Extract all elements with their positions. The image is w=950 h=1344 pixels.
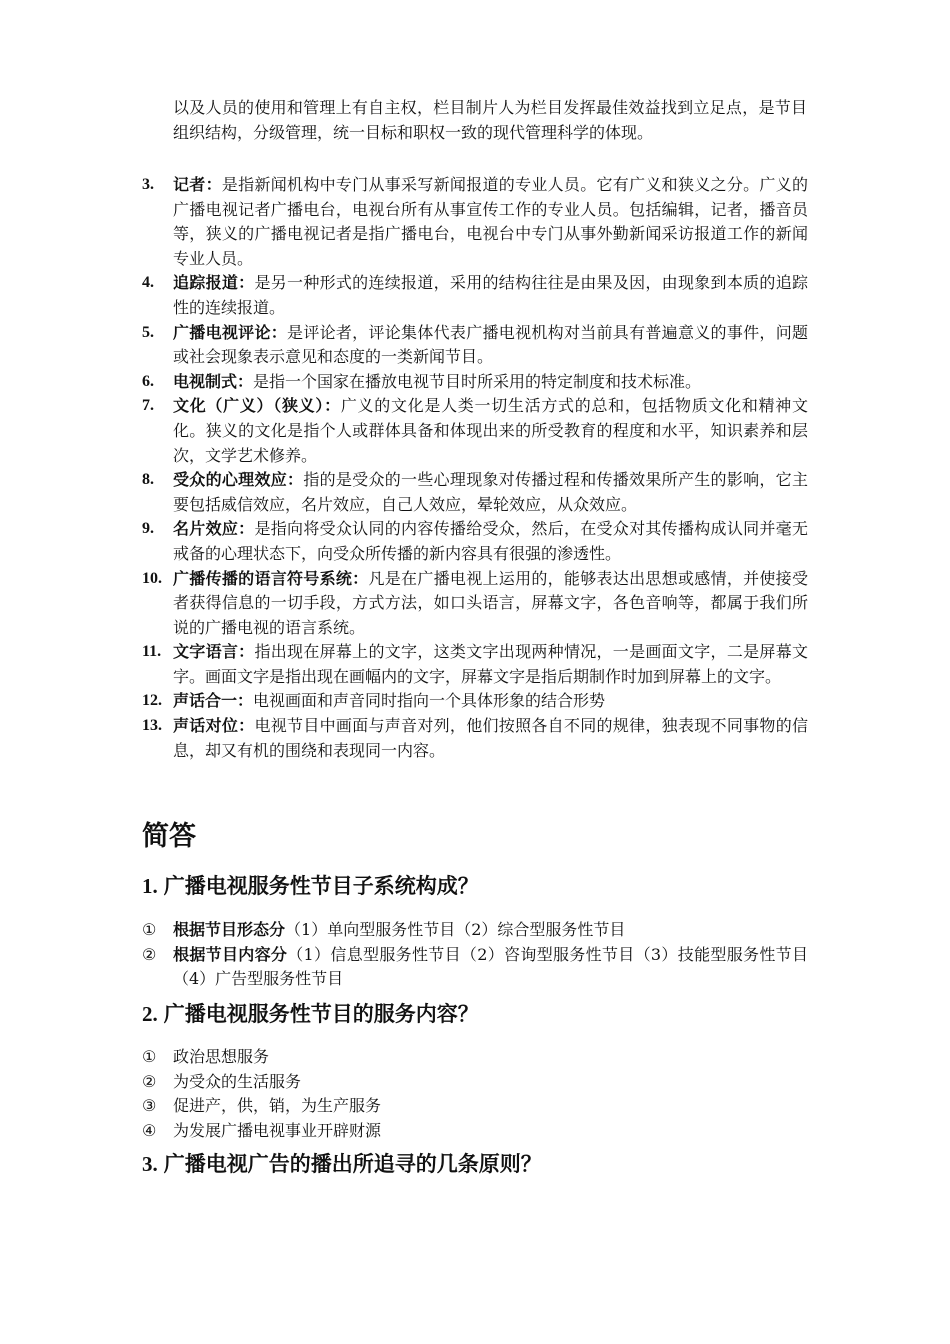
- definition-text: 是指一个国家在播放电视节目时所采用的特定制度和技术标准。: [253, 371, 702, 391]
- item-number: 9.: [142, 520, 154, 538]
- answer-item: [142, 1070, 808, 1095]
- definition-item: [142, 689, 808, 714]
- answer-text: （1）信息型服务性节目（2）咨询型服务性节目（3）技能型服务性节目（4）广告型服务性节目: [173, 944, 808, 989]
- definition-term: 文字语言：: [173, 642, 255, 662]
- answer-text: 政治思想服务: [173, 1047, 270, 1066]
- definition-text: 广义的文化是人类一切生活方式的总和，包括物质文化和精神文化。狭义的文化是指个人或群体具备和体现出来的所受教育的程度和水平，知识素养和层次，文学艺术修养。: [173, 396, 808, 465]
- answer-list: [142, 918, 808, 992]
- definition-text: 指出现在屏幕上的文字，这类文字出现两种情况，一是画面文字，二是屏幕文字。画面文字是指出现在画幅内的文字，屏幕文字是指后期制作时加到屏幕上的文字。: [173, 642, 808, 686]
- question-title: 广播电视服务性节目的服务内容？: [163, 1001, 479, 1026]
- definition-text: 凡是在广播电视上运用的，能够表达出思想或感情，并使接受者获得信息的一切手段，方式方法，如口头语言，屏幕文字，各色音响等，都属于我们所说的广播电视的语言系统。: [173, 568, 808, 637]
- question-heading: [142, 1000, 479, 1028]
- definition-term: 追踪报道：: [173, 273, 255, 293]
- answer-text: 为受众的生活服务: [173, 1071, 302, 1091]
- circled-number: ③: [142, 1096, 157, 1116]
- answer-text: 为发展广播电视事业开辟财源: [173, 1120, 382, 1140]
- definition-term: 文化（广义）（狭义）：: [173, 396, 341, 416]
- item-number: 7.: [142, 397, 154, 415]
- question-number: 1.: [142, 874, 158, 898]
- definition-term: 声话合一：: [173, 691, 254, 711]
- definition-term: 广播电视评论：: [173, 322, 288, 342]
- answer-item: [142, 1119, 808, 1144]
- answer-text: 促进产，供，销，为生产服务: [173, 1096, 382, 1116]
- answer-item: [142, 918, 808, 943]
- definition-term: 名片效应：: [173, 519, 255, 539]
- question-heading: [142, 1150, 542, 1178]
- circled-number: ②: [142, 944, 157, 964]
- item-number: 5.: [142, 323, 154, 341]
- definition-text: 是指向将受众认同的内容传播给受众，然后，在受众对其传播构成认同并毫无戒备的心理状态下，向受众所传播的新内容具有很强的渗透性。: [173, 519, 808, 563]
- definition-term: 电视制式：: [173, 371, 254, 391]
- item-number: 12.: [142, 692, 162, 710]
- answer-item: [142, 1045, 808, 1070]
- definition-item: [142, 394, 808, 468]
- answer-item: [142, 1094, 808, 1119]
- item-number: 6.: [142, 372, 154, 390]
- definition-text: 电视画面和声音同时指向一个具体形象的结合形势: [253, 691, 606, 711]
- definition-item: [142, 468, 808, 517]
- item-number: 4.: [142, 274, 154, 292]
- definition-term: 记者：: [173, 175, 222, 194]
- circled-number: ②: [142, 1071, 157, 1091]
- definition-text: 是评论者，评论集体代表广播电视机构对当前具有普遍意义的事件，问题或社会现象表示意见和态度的一类新闻节目。: [173, 322, 808, 367]
- definition-term: 广播传播的语言符号系统：: [173, 568, 369, 588]
- answer-lead: 根据节目内容分: [173, 944, 288, 964]
- circled-number: ①: [142, 920, 157, 939]
- definition-term: 声话对位：: [173, 716, 255, 736]
- item-number: 11.: [142, 643, 162, 661]
- item-number: 3.: [142, 176, 154, 193]
- definition-item: [142, 714, 808, 763]
- definition-item: [142, 271, 808, 320]
- definition-item: [142, 517, 808, 566]
- continuation-paragraph: 以及人员的使用和管理上有自主权，栏目制片人为栏目发挥最佳效益找到立足点，是节目组织结构，分级管理，统一目标和职权一致的现代管理科学的体现。: [173, 98, 807, 142]
- circled-number: ④: [142, 1120, 157, 1140]
- definition-text: 是另一种形式的连续报道，采用的结构往往是由果及因，由现象到本质的追踪性的连续报道。: [173, 273, 808, 317]
- definition-text: 指的是受众的一些心理现象对传播过程和传播效果所产生的影响，它主要包括威信效应，名片效应，自己人效应，晕轮效应，从众效应。: [173, 470, 808, 514]
- question-number: 3.: [142, 1152, 158, 1176]
- answer-text: （1）单向型服务性节目（2）综合型服务性节目: [285, 920, 626, 939]
- definition-list: [142, 173, 808, 763]
- section-heading: 简答: [142, 821, 196, 852]
- definition-item: [142, 640, 808, 689]
- definition-item: [142, 321, 808, 370]
- definition-text: 是指新闻机构中专门从事采写新闻报道的专业人员。它有广义和狭义之分。广义的广播电视记者广播电台，电视台所有从事宣传工作的专业人员。包括编辑，记者，播音员等，狭义的广播电视记者是指广播电台，电视台中专门从事外勤新闻采访报道工作的新闻专业人员。: [173, 175, 808, 268]
- definition-item: [142, 173, 808, 271]
- question-title: 广播电视广告的播出所追寻的几条原则？: [163, 1151, 542, 1176]
- question-title: 广播电视服务性节目子系统构成？: [163, 873, 479, 898]
- item-number: 10.: [142, 569, 162, 587]
- question-number: 2.: [142, 1002, 158, 1026]
- answer-list: [142, 1045, 808, 1143]
- item-number: 8.: [142, 471, 154, 489]
- circled-number: ①: [142, 1047, 157, 1066]
- definition-term: 受众的心理效应：: [173, 470, 304, 490]
- definition-text: 电视节目中画面与声音对列，他们按照各自不同的规律，独表现不同事物的信息，却又有机的围绕和表现同一内容。: [173, 716, 808, 760]
- answer-lead: 根据节目形态分: [173, 920, 286, 939]
- question-heading: [142, 872, 479, 900]
- answer-item: [142, 943, 808, 992]
- item-number: 13.: [142, 717, 162, 735]
- definition-item: [142, 567, 808, 641]
- definition-item: [142, 370, 808, 395]
